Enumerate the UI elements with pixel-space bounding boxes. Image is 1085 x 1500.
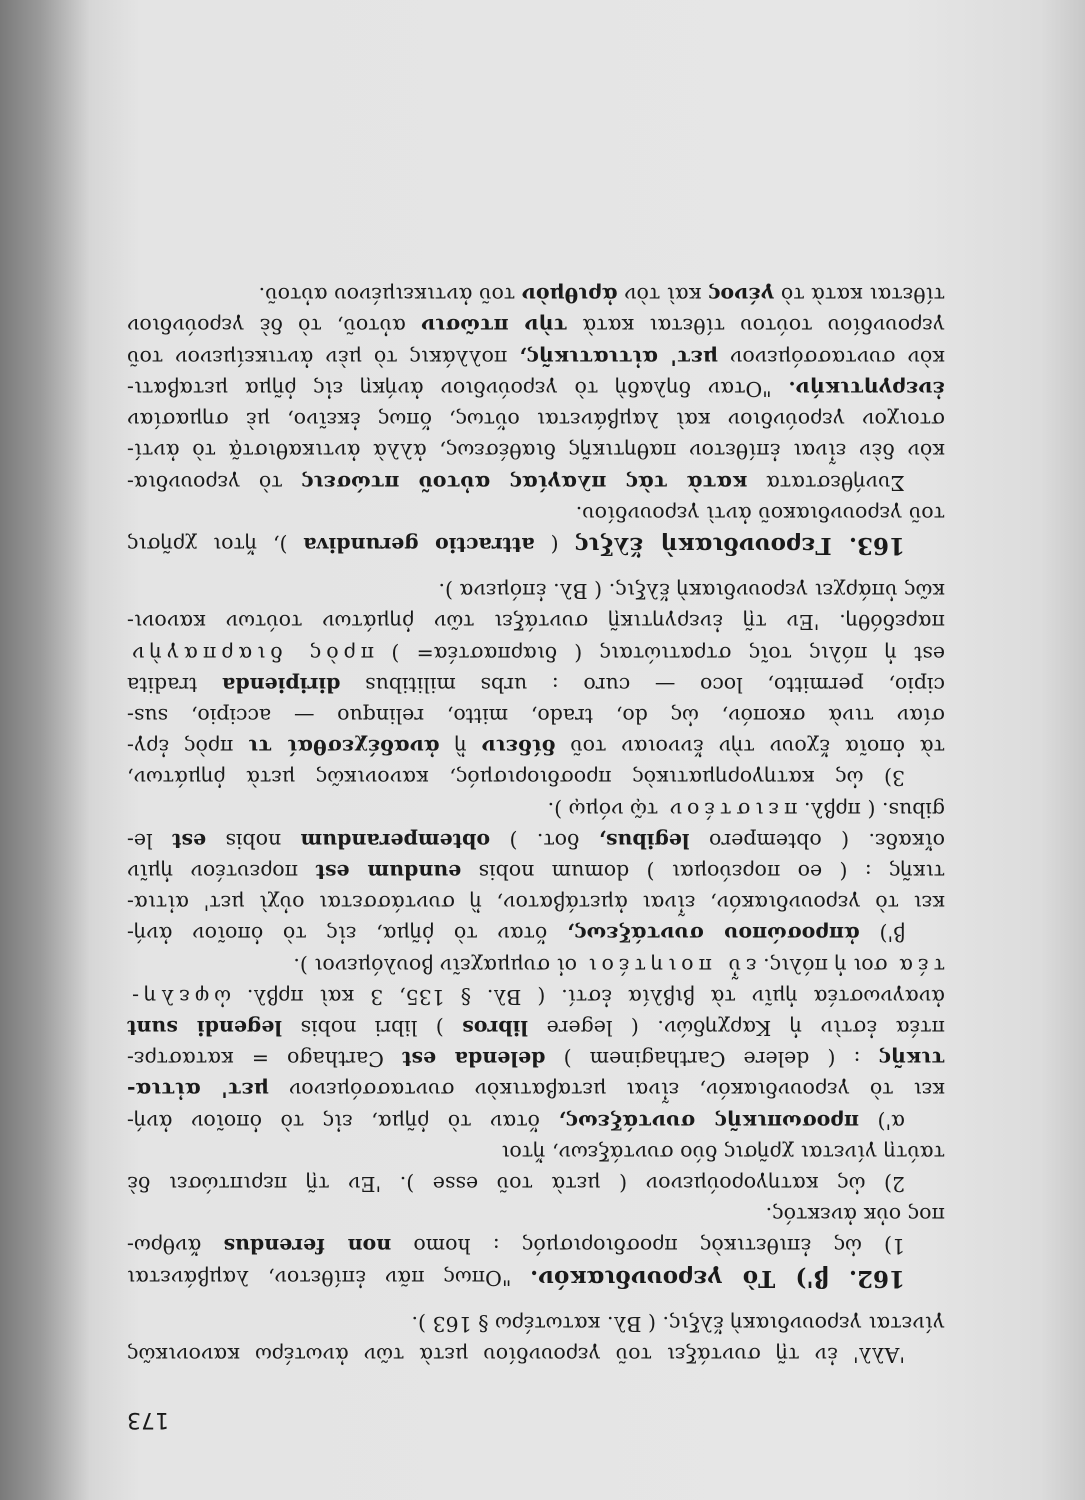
spaced-text: ὠφελη- bbox=[127, 984, 231, 1009]
text-line bbox=[127, 762, 945, 793]
text-line bbox=[127, 1012, 945, 1043]
bold-text: 163. Γερουνδιακὴ ἕλξις bbox=[574, 531, 905, 559]
bold-text: obtemperandum bbox=[300, 828, 491, 853]
text-line bbox=[127, 373, 945, 404]
text-line bbox=[127, 949, 945, 980]
text-line bbox=[127, 1308, 945, 1339]
text-line bbox=[127, 981, 945, 1012]
bold-text: legendi sunt bbox=[127, 1015, 283, 1040]
spaced-text: πειστέον bbox=[664, 797, 798, 822]
text-line bbox=[127, 856, 945, 887]
text-line bbox=[127, 1199, 945, 1230]
bold-text: attractio gerundiva bbox=[303, 532, 535, 557]
text-run: τῷ νόμῳ ). bbox=[547, 797, 665, 822]
bold-text: τικῆς bbox=[878, 1047, 945, 1072]
text-run: τίθεται κατὰ τὸ bbox=[774, 283, 945, 308]
text-run: καὶ τὸν bbox=[617, 283, 708, 308]
bold-text: ἀπροσώπου συντάξεως, bbox=[566, 922, 860, 947]
text-run: "Οπως πᾶν ἐπίθετον, λαμβάνεται bbox=[127, 1265, 531, 1290]
text-run: γίνεται γερουνδιακὴ ἕλξις. ( Βλ. κατωτέρω § 163 ). bbox=[411, 1311, 945, 1336]
text-line bbox=[127, 669, 945, 700]
text-run: nobis bbox=[206, 828, 301, 853]
text-line bbox=[127, 498, 945, 529]
text-run: cipio, permitto, loco — curo : urbs militibus bbox=[340, 672, 945, 697]
bold-text: delenda est bbox=[402, 1047, 546, 1072]
bold-text: προσωπικῆς συντάξεως, bbox=[558, 1109, 860, 1134]
text-line bbox=[127, 1339, 945, 1370]
bold-text: est bbox=[172, 828, 207, 853]
text-run: τοῦ γερουνδιακοῦ ἀντὶ γερουνδίου. bbox=[575, 501, 945, 526]
text-line bbox=[127, 637, 945, 668]
text-run: ταύτῃ γίνεται χρῆσις δύο συντάξεων, ἤτοι bbox=[501, 1140, 945, 1165]
text-line bbox=[127, 731, 945, 762]
bold-text: libros bbox=[462, 1015, 529, 1040]
text-run: 3) ὡς κατηγορηματικὸς προσδιορισμός, κανονικῶς μετὰ ῥημάτων, bbox=[127, 766, 905, 791]
text-line bbox=[127, 1261, 945, 1293]
text-run: παρεδόθη. 'Εν τῇ ἐνεργητικῇ συντάξει τῶν ῥημάτων τούτων κανονι- bbox=[127, 610, 945, 635]
text-run: τοῦ ἀντικειμένου αὐτοῦ. bbox=[258, 283, 522, 308]
text-run: Συνήθεστατα bbox=[747, 470, 905, 495]
text-run: le- bbox=[127, 828, 172, 853]
text-run: δοτ. ) bbox=[490, 828, 599, 853]
text-run: κῶς ὑπάρχει γερουνδιακὴ ἕλξις. ( Βλ. ἑπόμενα ). bbox=[438, 579, 945, 604]
bold-text: ἀναδέχεσθαί τι bbox=[248, 735, 440, 760]
text-line bbox=[127, 435, 945, 466]
text-line bbox=[127, 1230, 945, 1261]
text-run: πρὸς ἐργ- bbox=[127, 735, 249, 760]
text-run: ( bbox=[534, 532, 575, 557]
text-run: ὅταν τὸ ῥῆμα, εἰς τὸ ὁποῖον ἀνή- bbox=[127, 1109, 559, 1134]
page-number: 173 bbox=[127, 1407, 169, 1432]
text-run: κει τὸ γερουνδιακόν, εἶναι ἀμετάβατον, ἢ συντάσσεται οὐχὶ μετ' αἰτια- bbox=[127, 891, 945, 916]
text-run: "Οταν δηλαδὴ τὸ γερούνδιον ἀνήκῃ εἰς ῥῆμα μεταβατι- bbox=[127, 376, 789, 401]
text-line bbox=[127, 1137, 945, 1168]
text-line bbox=[127, 1074, 945, 1105]
text-line bbox=[127, 310, 945, 341]
text-run: tradita bbox=[127, 672, 223, 697]
text-run: σοι ἡ πόλις. bbox=[756, 953, 895, 978]
text-run: ἀναγνωστέα ἡμῖν τὰ βιβλία ἐστί. ( Βλ. § 135, 3 καὶ πρβλ. bbox=[230, 984, 945, 1009]
bold-text: ἐνεργητικήν. bbox=[788, 376, 945, 401]
text-run: κὸν δὲν εἶναι ἐπίθετον παθητικῆς διαθέσεως, ἀλλὰ ἀντικαθιστᾷ τὸ ἀντί- bbox=[127, 439, 945, 464]
text-run: gibus. ( πρβλ. bbox=[797, 797, 945, 822]
text-run: est ἡ πόλις τοῖς στρατιώταις ( διαρπαστέα= ) bbox=[374, 641, 945, 666]
body-text bbox=[127, 279, 945, 1370]
text-line bbox=[127, 887, 945, 918]
bold-text: μετ' αἰτιατικῆς, bbox=[519, 345, 719, 370]
paragraph-gap bbox=[127, 561, 945, 575]
paragraph-gap bbox=[127, 1294, 945, 1308]
text-line bbox=[127, 1105, 945, 1136]
bold-text: 162. β') Τὸ γερουνδιακόν. bbox=[530, 1264, 905, 1292]
text-run: πος οὐκ ἀνεκτός. bbox=[765, 1203, 945, 1228]
text-run: σίαν τινὰ σκοπόν, ὡς do, trado, mitto, relinquo — accipio, sus- bbox=[127, 703, 945, 728]
text-run: : ( delere Carthaginem ) bbox=[545, 1047, 879, 1072]
text-line bbox=[127, 700, 945, 731]
text-line bbox=[127, 825, 945, 856]
text-run: πορευτέον ἡμῖν bbox=[127, 859, 316, 884]
spaced-text: εὖ ποιητέοι bbox=[583, 953, 757, 978]
text-run: ) libri nobis bbox=[282, 1015, 463, 1040]
text-run: 'Αλλ' ἐν τῇ συντάξει τοῦ γερουνδίου μετὰ τῶν ἀνωτέρω κανονικῶς bbox=[127, 1343, 905, 1367]
bold-text: τὴν πτῶσιν bbox=[421, 314, 568, 339]
text-line bbox=[127, 918, 945, 949]
bold-text: κατὰ τὰς πλαγίας αὐτοῦ πτώσεις bbox=[301, 470, 748, 495]
text-line bbox=[127, 793, 945, 824]
text-line bbox=[127, 529, 945, 561]
text-run: 1) ὡς ἐπιθετικὸς προσδιορισμός : homo bbox=[391, 1234, 905, 1259]
text-line bbox=[127, 575, 945, 606]
text-run: οἴκαδε. ( obtempero bbox=[689, 828, 945, 853]
text-run: ὅταν τὸ ῥῆμα, εἰς τὸ ὁποῖον ἀνή- bbox=[127, 922, 567, 947]
text-run: κὸν συντασσόμενον bbox=[718, 345, 945, 370]
text-run: πτέα ἐστὶν ἡ Καρχηδών. ( legere bbox=[528, 1015, 945, 1040]
text-run: τὰ ὁποῖα ἔχουν τὴν ἔννοιαν τοῦ bbox=[555, 735, 945, 760]
text-run: ἄνθρω- bbox=[127, 1234, 224, 1259]
bold-text: γένος bbox=[707, 283, 775, 308]
text-run: γερουνδίου τούτου τίθεται κατὰ bbox=[567, 314, 945, 339]
text-line bbox=[127, 404, 945, 435]
text-line bbox=[127, 466, 945, 497]
text-run: πολλάκις τὸ μὲν ἀντικείμενον τοῦ bbox=[127, 345, 520, 370]
bold-text: δίδειν bbox=[481, 735, 556, 760]
text-line bbox=[127, 342, 945, 373]
text-run: 2) ὡς κατηγορούμενον ( μετὰ τοῦ esse ). 'Εν τῇ περιπτώσει δὲ bbox=[127, 1171, 905, 1196]
text-run: ), ἤτοι χρῆσις bbox=[127, 532, 304, 557]
text-line bbox=[127, 606, 945, 637]
spaced-text: πρὸς διαρπαγὴν bbox=[127, 641, 375, 666]
bold-text: diripienda bbox=[222, 672, 341, 697]
bold-text: non ferendus bbox=[223, 1234, 392, 1259]
text-line bbox=[127, 1168, 945, 1199]
text-run: οἱ συμμαχεῖν βουλόμενοι ). bbox=[293, 953, 584, 978]
text-run: αὐτοῦ, τὸ δὲ γερούνδιον bbox=[127, 314, 421, 339]
text-run: τικῆς : ( eo πορεύομαι ) domum nobis bbox=[461, 859, 945, 884]
bold-text: legibus, bbox=[598, 828, 690, 853]
spaced-text: τέα bbox=[894, 953, 945, 978]
text-run: στοιχον γερούνδιον καὶ λαμβάνεται οὕτως, ὅπως ἐκεῖνο, μὲ σημασίαν bbox=[127, 408, 945, 433]
text-run: ἢ bbox=[439, 735, 482, 760]
bold-text: ἀριθμὸν bbox=[521, 283, 618, 308]
text-line bbox=[127, 279, 945, 310]
text-run: β') bbox=[859, 922, 905, 947]
text-run: κει τὸ γερουνδιακόν, εἶναι μεταβατικὸν συντασσόμενον bbox=[268, 1078, 945, 1103]
text-run: α') bbox=[859, 1109, 905, 1134]
bold-text: μετ' αἰτια- bbox=[127, 1078, 269, 1103]
text-line bbox=[127, 1043, 945, 1074]
bold-text: eundum est bbox=[315, 859, 462, 884]
text-run: Carthago = καταστρε- bbox=[127, 1047, 402, 1072]
text-run: τὸ γερουνδια- bbox=[127, 470, 302, 495]
